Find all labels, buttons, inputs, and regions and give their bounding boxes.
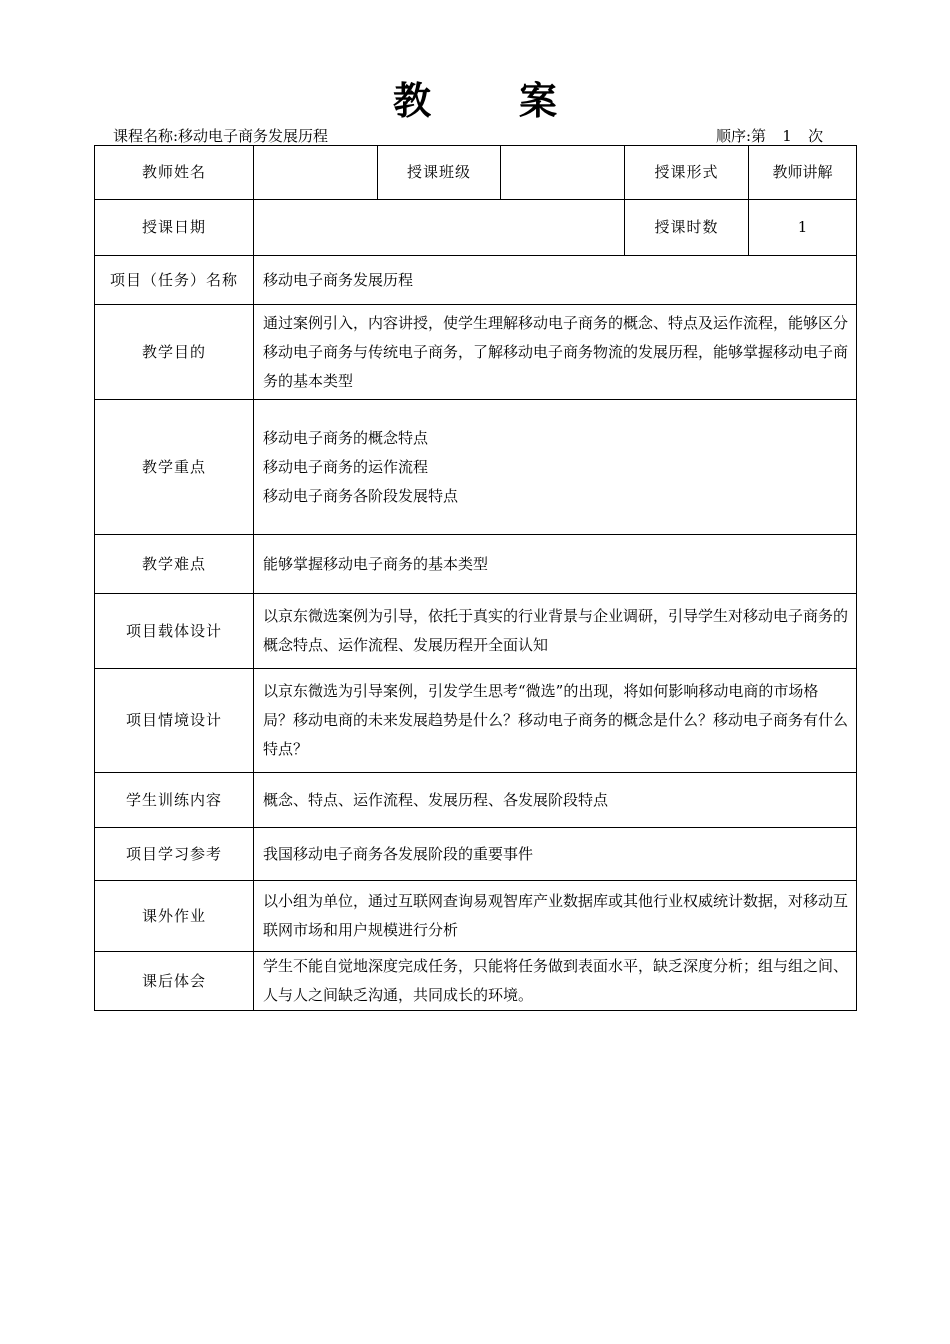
row-line: 移动电子商务发展历程 bbox=[263, 270, 414, 289]
table-row bbox=[95, 535, 857, 594]
row-label: 教学难点 bbox=[95, 535, 254, 594]
row-content bbox=[254, 400, 857, 535]
table-row bbox=[95, 305, 857, 400]
row-label: 课后体会 bbox=[95, 952, 254, 1011]
row-line: 移动电子商务的运作流程 bbox=[263, 457, 429, 476]
row-content bbox=[254, 773, 857, 828]
table-row bbox=[95, 594, 857, 669]
row-label: 课外作业 bbox=[95, 881, 254, 952]
page-title bbox=[0, 78, 950, 124]
table-row bbox=[95, 952, 857, 1011]
row-label: 项目（任务）名称 bbox=[95, 256, 254, 305]
table-row bbox=[95, 881, 857, 952]
table-row bbox=[95, 669, 857, 773]
row-line: 学生不能自觉地深度完成任务，只能将任务做到表面水平，缺乏深度分析；组与组之间、人与人之间缺乏沟通，共同成长的环境。 bbox=[263, 957, 849, 1004]
row-content bbox=[254, 305, 857, 400]
form-label: 授课形式 bbox=[625, 146, 749, 200]
row-line: 我国移动电子商务各发展阶段的重要事件 bbox=[263, 844, 534, 863]
row-label: 学生训练内容 bbox=[95, 773, 254, 828]
row-label: 教学目的 bbox=[95, 305, 254, 400]
row-line: 能够掌握移动电子商务的基本类型 bbox=[263, 554, 489, 573]
sequence-line bbox=[716, 126, 823, 146]
row-content bbox=[254, 535, 857, 594]
table-row bbox=[95, 828, 857, 881]
table-row-teacher bbox=[95, 146, 857, 200]
title-char-1: 教 bbox=[392, 79, 431, 123]
title-char-2: 案 bbox=[519, 79, 558, 123]
teacher-name-label: 教师姓名 bbox=[95, 146, 254, 200]
hours-value: 1 bbox=[749, 200, 857, 256]
class-label: 授课班级 bbox=[378, 146, 501, 200]
row-content bbox=[254, 881, 857, 952]
row-label: 项目情境设计 bbox=[95, 669, 254, 773]
row-content bbox=[254, 952, 857, 1011]
form-value: 教师讲解 bbox=[749, 146, 857, 200]
row-line: 以小组为单位，通过互联网查询易观智库产业数据库或其他行业权威统计数据，对移动互联网市场和用户规模进行分析 bbox=[263, 892, 849, 939]
row-line: 概念、特点、运作流程、发展历程、各发展阶段特点 bbox=[263, 790, 609, 809]
sequence-number: 1 bbox=[782, 127, 792, 145]
row-line: 以京东微选案例为引导，依托于真实的行业背景与企业调研，引导学生对移动电子商务的概念特点、运作流程、发展历程开全面认知 bbox=[263, 607, 849, 654]
sequence-prefix: 顺序:第 bbox=[716, 127, 767, 145]
row-content bbox=[254, 594, 857, 669]
date-label: 授课日期 bbox=[95, 200, 254, 256]
row-line: 移动电子商务各阶段发展特点 bbox=[263, 486, 459, 505]
class-value bbox=[501, 146, 625, 200]
hours-label: 授课时数 bbox=[625, 200, 749, 256]
teacher-name-value bbox=[254, 146, 378, 200]
table-row bbox=[95, 256, 857, 305]
table-row bbox=[95, 400, 857, 535]
row-content bbox=[254, 669, 857, 773]
table-row-date bbox=[95, 200, 857, 256]
row-label: 项目学习参考 bbox=[95, 828, 254, 881]
sequence-suffix: 次 bbox=[808, 127, 824, 145]
table-row bbox=[95, 773, 857, 828]
row-content bbox=[254, 828, 857, 881]
row-label: 项目载体设计 bbox=[95, 594, 254, 669]
course-name-line: 课程名称:移动电子商务发展历程 bbox=[113, 127, 329, 145]
row-line: 移动电子商务的概念特点 bbox=[263, 428, 429, 447]
row-label: 教学重点 bbox=[95, 400, 254, 535]
row-line: 通过案例引入，内容讲授，使学生理解移动电子商务的概念、特点及运作流程，能够区分移动电子商务与传统电子商务，了解移动电子商务物流的发展历程，能够掌握移动电子商务的基本类型 bbox=[263, 313, 849, 390]
row-content bbox=[254, 256, 857, 305]
lesson-plan-table bbox=[94, 145, 857, 1011]
row-line: 以京东微选为引导案例，引发学生思考“微选”的出现，将如何影响移动电商的市场格局？移动电商的未来发展趋势是什么？移动电子商务的概念是什么？移动电子商务有什么特点？ bbox=[263, 682, 849, 758]
date-value bbox=[254, 200, 625, 256]
